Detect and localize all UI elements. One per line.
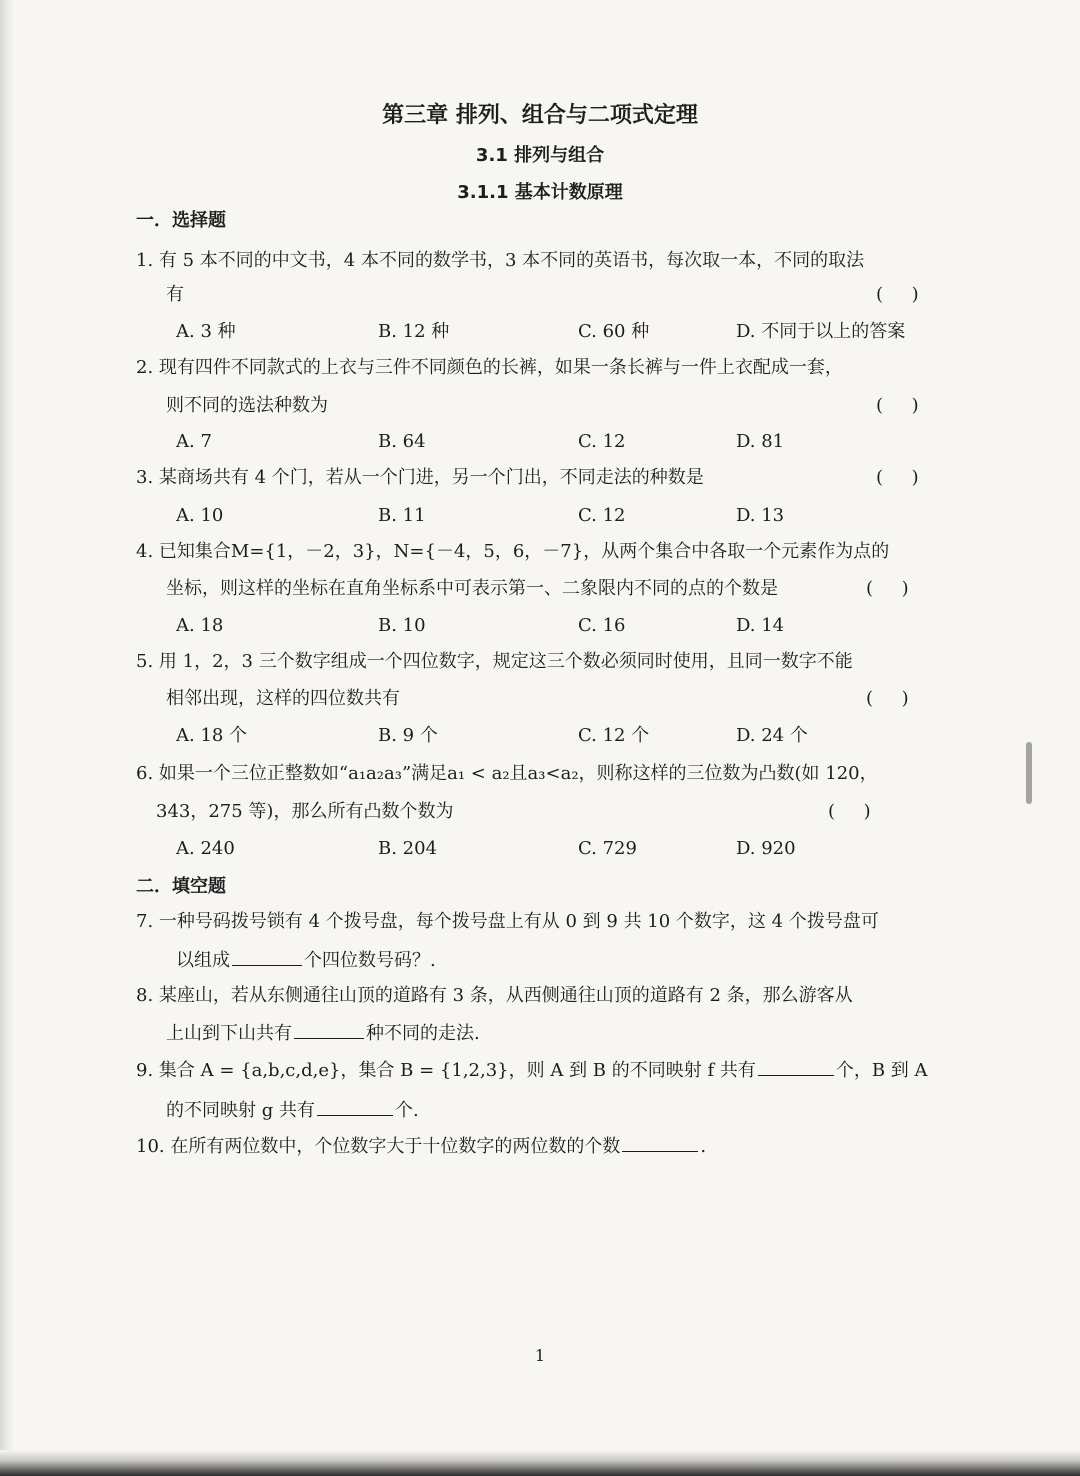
question-9-line-2 (166, 1099, 419, 1122)
question-4-line-2: 坐标，则这样的坐标在直角坐标系中可表示第一、二象限内不同的点的个数是 (166, 578, 778, 599)
question-4-option-d: D. 14 (736, 615, 785, 636)
question-6-line-2: 343，275 等)，那么所有凸数个数为 (156, 801, 454, 822)
question-7-line-2 (176, 949, 436, 972)
question-5-line-1: 5. 用 1，2，3 三个数字组成一个四位数字，规定这三个数必须同时使用，且同一数字不能 (136, 651, 853, 672)
subsection-title: 3.1.1 基本计数原理 (457, 182, 623, 203)
question-9-answer-blank-1[interactable] (758, 1059, 834, 1076)
question-2-line-1: 2. 现有四件不同款式的上衣与三件不同颜色的长裤，如果一条长裤与一件上衣配成一套， (136, 357, 843, 378)
question-6-line-1: 6. 如果一个三位正整数如“a₁a₂a₃”满足a₁ < a₂且a₃<a₂，则称这样的三位数为凸数(如 120， (136, 763, 878, 784)
question-3-option-c: C. 12 (578, 505, 626, 526)
question-4-line-1: 4. 已知集合M={1，－2，3}，N={－4，5，6，－7}，从两个集合中各取一个元素作为点的 (136, 541, 890, 562)
question-4-answer-paren: ( ) (866, 578, 909, 599)
chapter-title: 第三章 排列、组合与二项式定理 (382, 103, 698, 128)
question-6-answer-paren: ( ) (828, 801, 871, 822)
question-2-option-a: A. 7 (176, 431, 212, 452)
question-1-line-2: 有 (166, 284, 184, 305)
question-5-line-2: 相邻出现，这样的四位数共有 (166, 688, 400, 709)
question-9-line-1 (136, 1059, 928, 1082)
question-1-option-c: C. 60 种 (578, 321, 650, 342)
question-3-line-1: 3. 某商场共有 4 个门，若从一个门进，另一个门出，不同走法的种数是 (136, 467, 704, 488)
question-1-answer-paren: ( ) (876, 284, 919, 305)
question-5-option-c: C. 12 个 (578, 725, 650, 746)
question-2-answer-paren: ( ) (876, 395, 919, 416)
question-7-text-after-blank: 个四位数号码？. (304, 950, 436, 971)
question-8-text-before-blank: 上山到下山共有 (166, 1023, 292, 1044)
question-6-option-b: B. 204 (378, 838, 438, 859)
question-9-text-after-blank-2: 个. (394, 1100, 419, 1121)
question-9-text-before-blank-1: 9. 集合 A = {a,b,c,d,e}，集合 B = {1,2,3}，则 A 到 B 的不同映射 f 共有 (136, 1060, 756, 1081)
question-7-line-1: 7. 一种号码拨号锁有 4 个拨号盘，每个拨号盘上有从 0 到 9 共 10 个数字，这 4 个拨号盘可 (136, 911, 879, 932)
question-8-line-2 (166, 1022, 480, 1045)
question-3-option-b: B. 11 (378, 505, 426, 526)
question-1-option-d: D. 不同于以上的答案 (736, 321, 906, 342)
question-5-option-a: A. 18 个 (176, 725, 248, 746)
question-9-answer-blank-2[interactable] (317, 1099, 393, 1116)
question-2-option-c: C. 12 (578, 431, 626, 452)
question-8-line-1: 8. 某座山，若从东侧通往山顶的道路有 3 条，从西侧通往山顶的道路有 2 条，那么游客从 (136, 985, 853, 1006)
question-9-text-after-blank-1: 个，B 到 A (835, 1060, 928, 1081)
question-10-answer-blank[interactable] (622, 1135, 698, 1152)
question-6-option-d: D. 920 (736, 838, 796, 859)
question-6-option-c: C. 729 (578, 838, 637, 859)
question-2-option-b: B. 64 (378, 431, 426, 452)
question-8-answer-blank[interactable] (294, 1022, 364, 1039)
question-6-option-a: A. 240 (176, 838, 235, 859)
question-2-line-2: 则不同的选法种数为 (166, 395, 328, 416)
question-4-option-c: C. 16 (578, 615, 626, 636)
question-4-option-a: A. 18 (176, 615, 224, 636)
question-2-option-d: D. 81 (736, 431, 785, 452)
question-5-answer-paren: ( ) (866, 688, 909, 709)
fill-in-heading: 二．填空题 (136, 876, 226, 897)
question-3-option-d: D. 13 (736, 505, 785, 526)
scan-edge-bottom (0, 1450, 1080, 1476)
question-3-answer-paren: ( ) (876, 467, 919, 488)
question-5-option-b: B. 9 个 (378, 725, 438, 746)
question-8-text-after-blank: 种不同的走法. (366, 1023, 480, 1044)
question-1-option-b: B. 12 种 (378, 321, 450, 342)
question-4-option-b: B. 10 (378, 615, 426, 636)
question-5-option-d: D. 24 个 (736, 725, 808, 746)
scan-margin-mark (1026, 742, 1032, 804)
page-number: 1 (534, 1346, 546, 1365)
question-7-answer-blank[interactable] (232, 949, 302, 966)
question-10-text-before-blank: 10. 在所有两位数中，个位数字大于十位数字的两位数的个数 (136, 1136, 621, 1157)
question-1-line-1: 1. 有 5 本不同的中文书，4 本不同的数学书，3 本不同的英语书，每次取一本，不同的取法 (136, 250, 865, 271)
scan-edge-left (0, 0, 14, 1476)
multiple-choice-heading: 一．选择题 (136, 210, 226, 231)
question-9-text-before-blank-2: 的不同映射 g 共有 (166, 1100, 315, 1121)
question-1-option-a: A. 3 种 (176, 321, 236, 342)
question-7-text-before-blank: 以组成 (176, 950, 230, 971)
question-10-line-1 (136, 1135, 706, 1158)
question-3-option-a: A. 10 (176, 505, 224, 526)
question-10-text-after-blank: . (700, 1136, 707, 1157)
section-title: 3.1 排列与组合 (475, 145, 605, 166)
